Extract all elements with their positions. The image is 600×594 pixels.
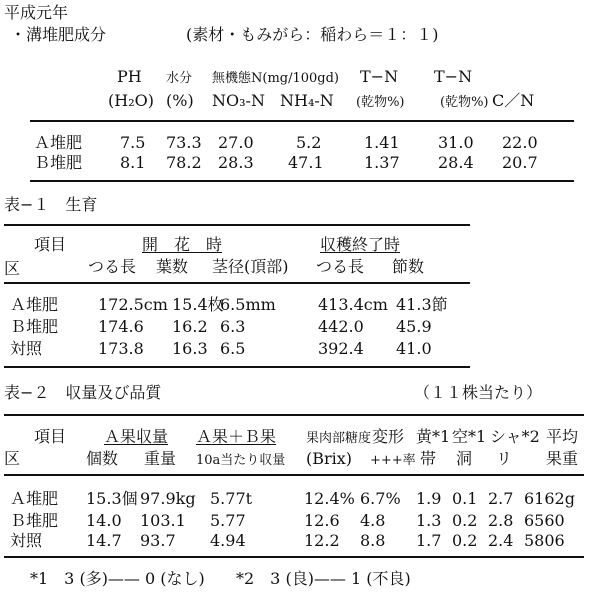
- cell: 2.7: [488, 489, 514, 508]
- cell: 41.3節: [396, 295, 448, 314]
- table2-col-sugar: 果肉部糖度: [306, 431, 372, 446]
- table2-col-band: 帯: [420, 449, 437, 468]
- cell: 31.0: [438, 133, 474, 152]
- cell: 0.2: [452, 511, 478, 530]
- col-tn-1: T−N: [360, 67, 399, 86]
- cell: 442.0: [318, 317, 364, 336]
- cell: 12.6: [304, 511, 340, 530]
- cell: 172.5cm: [98, 295, 168, 314]
- cell: 6.7%: [360, 489, 401, 508]
- table1-title: 表−１ 生育: [4, 195, 98, 214]
- col-moisture-unit: (%): [166, 91, 194, 110]
- table2-col-deform: 変形: [372, 427, 405, 446]
- cell: 6.5mm: [220, 295, 276, 314]
- table2-col-cavity: 洞: [456, 449, 473, 468]
- footnote-1: *1 3 (多)—— 0 (なし): [30, 569, 205, 588]
- cell: 5806: [524, 531, 565, 550]
- cell: 12.4%: [304, 489, 355, 508]
- cell: 2.8: [488, 511, 514, 530]
- table2-header-rule: [4, 474, 584, 476]
- col-cn: C／N: [492, 91, 535, 110]
- cell: 20.7: [502, 153, 538, 172]
- cell: 14.7: [86, 531, 122, 550]
- cell: 1.7: [416, 531, 442, 550]
- col-moisture: 水分: [166, 71, 193, 86]
- cell: 14.0: [86, 511, 122, 530]
- cell: 1.41: [364, 133, 400, 152]
- cell: 15.3個: [86, 489, 138, 508]
- cell: 4.94: [210, 531, 246, 550]
- cell: 6.3: [220, 317, 246, 336]
- table1-ku-label: 区: [4, 259, 21, 278]
- row-label: Ａ堆肥: [34, 133, 83, 152]
- cell: 97.9kg: [140, 489, 196, 508]
- cell: 4.8: [360, 511, 386, 530]
- table2-bottom-rule: [4, 556, 584, 558]
- table1-group-harvest-end: 収穫終了時: [320, 235, 401, 254]
- col-tn-unit-2: (乾物%): [440, 95, 489, 110]
- table2-col-fruit-weight: 果重: [546, 449, 579, 468]
- table1-col-leaf-count: 葉数: [156, 257, 189, 276]
- cell: 173.8: [98, 339, 144, 358]
- table1-item-label: 項目: [34, 235, 67, 254]
- footnote-2: *2 3 (良)—— 1 (不良): [236, 569, 411, 588]
- table2-col-yellow: 黄*1: [416, 427, 451, 446]
- table1-top-rule: [4, 224, 470, 226]
- row-label: 対照: [10, 531, 43, 550]
- table2-col-weight: 重量: [144, 449, 177, 468]
- table1-bottom-rule: [4, 366, 470, 368]
- cell: 8.1: [120, 153, 146, 172]
- cell: 2.4: [488, 531, 514, 550]
- table2-top-rule: [4, 414, 584, 416]
- col-ph-unit: (H₂O): [108, 91, 154, 110]
- cell: 16.2: [172, 317, 208, 336]
- col-tn-2: T−N: [434, 67, 473, 86]
- cell: 1.9: [416, 489, 442, 508]
- cell: 27.0: [218, 133, 254, 152]
- cell: 5.77: [210, 511, 246, 530]
- table2-col-count: 個数: [86, 449, 119, 468]
- cell: 5.2: [296, 133, 322, 152]
- table2-col-hollow: 空*1: [452, 427, 487, 446]
- cell: 392.4: [318, 339, 364, 358]
- col-no3n: NO₃-N: [212, 91, 265, 110]
- cell: 28.4: [438, 153, 474, 172]
- row-label: Ｂ堆肥: [10, 317, 59, 336]
- table2-col-brix: (Brix): [306, 449, 353, 468]
- cell: 41.0: [396, 339, 432, 358]
- table2-col-ri: リ: [496, 449, 513, 468]
- cell: 1.3: [416, 511, 442, 530]
- table1-group-flowering: 開 花 時: [142, 235, 223, 254]
- table1-col-node-count: 節数: [392, 257, 425, 276]
- cell: 15.4枚: [172, 295, 224, 314]
- col-tn-unit-1: (乾物%): [356, 95, 405, 110]
- col-ph: PH: [117, 67, 142, 86]
- cell: 12.2: [304, 531, 340, 550]
- cell: 1.37: [364, 153, 400, 172]
- table2-item-label: 項目: [34, 427, 67, 446]
- table2-col-ab-fruit: Ａ果＋Ｂ果: [196, 427, 277, 446]
- row-label: Ｂ堆肥: [34, 153, 83, 172]
- table2-ku-label: 区: [4, 449, 21, 468]
- cell: 8.8: [360, 531, 386, 550]
- cell: 5.77t: [210, 489, 253, 508]
- cell: 47.1: [288, 153, 324, 172]
- cell: 28.3: [218, 153, 254, 172]
- table2-col-a-yield: Ａ果収量: [104, 427, 169, 446]
- cell: 7.5: [120, 133, 146, 152]
- cell: 22.0: [502, 133, 538, 152]
- cell: 45.9: [396, 317, 432, 336]
- cell: 0.1: [452, 489, 478, 508]
- table2-col-rate: +++率: [370, 453, 416, 468]
- row-label: 対照: [10, 339, 43, 358]
- cell: 103.1: [140, 511, 186, 530]
- cell: 78.2: [166, 153, 202, 172]
- table2-col-10a-yield: 10a当たり収量: [196, 453, 286, 468]
- table2-col-crisp: シャ*2: [490, 427, 540, 446]
- col-inorganic-n: 無機態N(mg/100gd): [212, 71, 340, 86]
- table1-header-rule: [4, 282, 470, 284]
- table2-title: 表−２ 収量及び品質: [4, 383, 162, 402]
- cell: 16.3: [172, 339, 208, 358]
- cell: 93.7: [140, 531, 176, 550]
- table1-col-vine-length: つる長: [88, 257, 137, 276]
- row-label: Ａ堆肥: [10, 489, 59, 508]
- cell: 174.6: [98, 317, 144, 336]
- table2-col-average: 平均: [546, 427, 579, 446]
- table2-note: （１１株当たり）: [414, 383, 543, 402]
- row-label: Ｂ堆肥: [10, 511, 59, 530]
- table1-col-stem-diameter: 茎径(頂部): [212, 257, 289, 276]
- row-label: Ａ堆肥: [10, 295, 59, 314]
- table1-col-vine-length-2: つる長: [316, 257, 365, 276]
- compost-header-rule: [30, 120, 574, 122]
- material-ratio: (素材・もみがら：稲わら＝１：１): [186, 25, 439, 44]
- cell: 6.5: [220, 339, 246, 358]
- page-year: 平成元年: [4, 3, 69, 22]
- cell: 0.2: [452, 531, 478, 550]
- section-title: ・溝堆肥成分: [10, 25, 107, 44]
- col-nh4n: NH₄-N: [280, 91, 334, 110]
- cell: 6560: [524, 511, 565, 530]
- cell: 73.3: [166, 133, 202, 152]
- cell: 413.4cm: [318, 295, 388, 314]
- cell: 6162g: [524, 489, 575, 508]
- compost-bottom-rule: [30, 180, 574, 182]
